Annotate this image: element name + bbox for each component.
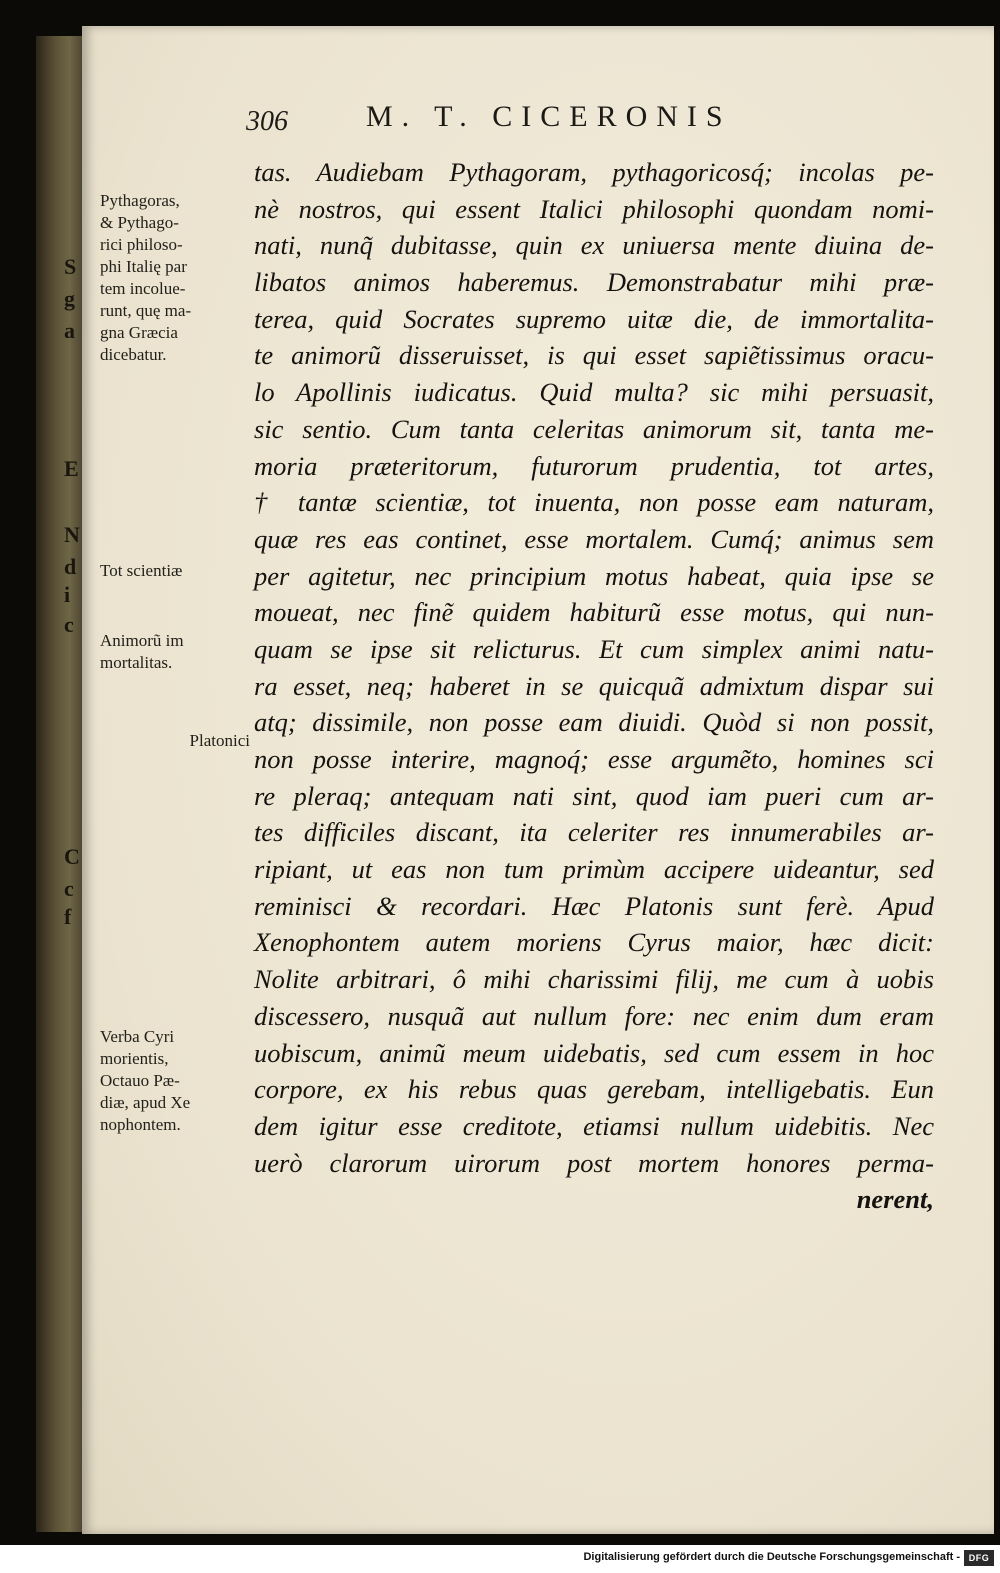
marginal-note-line: morientis,: [100, 1049, 169, 1068]
text-line: dem igitur esse creditote, etiamsi nullum uidebitis. Nec: [254, 1110, 934, 1141]
marginal-note-line: Pythagoras,: [100, 191, 180, 210]
prev-page-letter: E: [64, 456, 79, 481]
text-line: ripiant, ut eas non tum primùm accipere uideantur, sed: [254, 854, 934, 885]
digitization-footer: [0, 1545, 1000, 1573]
text-line: Xenophontem autem moriens Cyrus maior, hæc dicit:: [254, 927, 934, 958]
marginal-note-line: Platonici: [189, 731, 250, 750]
marginal-note: [100, 1026, 250, 1136]
prev-page-letter: c: [64, 612, 74, 637]
previous-page-edge: [36, 36, 84, 1532]
marginal-note: [100, 190, 250, 366]
marginal-note-line: dicebatur.: [100, 345, 167, 364]
catchword: nerent,: [856, 1184, 934, 1215]
prev-page-letter: c: [64, 876, 74, 901]
marginal-note-line: Animorũ im: [100, 631, 184, 650]
text-line: corpore, ex his rebus quas gerebam, intelligebatis. Eun: [254, 1074, 934, 1105]
marginal-note-line: gna Græcia: [100, 323, 178, 342]
marginal-note-line: tem incolue-: [100, 279, 186, 298]
prev-page-letter: f: [64, 904, 72, 929]
marginal-note-line: & Pythago-: [100, 213, 179, 232]
prev-page-letter: g: [64, 286, 75, 311]
text-line: re pleraq; antequam nati sint, quod iam pueri cum ar-: [254, 780, 934, 811]
text-line: quæ res eas continet, esse mortalem. Cumq́; animus sem: [254, 523, 934, 554]
text-line: uobiscum, animũ meum uidebatis, sed cum essem in hoc: [254, 1037, 934, 1068]
marginal-note-line: Octauo Pæ-: [100, 1071, 180, 1090]
text-line: atq; dissimile, non posse eam diuidi. Quòd si non possit,: [254, 707, 934, 738]
author-header: M. T. CICERONIS: [366, 100, 732, 133]
marginal-note-line: Verba Cyri: [100, 1027, 175, 1046]
text-line: tes difficiles discant, ita celeriter res innumerabiles ar-: [254, 817, 934, 848]
text-line: reminisci & recordari. Hæc Platonis sunt ferè. Apud: [254, 890, 934, 921]
text-line: moueat, nec finẽ quidem habiturũ esse motus, qui nun-: [254, 597, 934, 628]
prev-page-letter: S: [64, 254, 77, 279]
text-line: tas. Audiebam Pythagoram, pythagoricosq́; incolas pe-: [254, 157, 934, 187]
text-line: sic sentio. Cum tanta celeritas animorum sit, tanta me-: [254, 413, 934, 444]
text-line: † tantæ scientiæ, tot inuenta, non posse eam naturam,: [254, 487, 934, 518]
marginal-note: [100, 630, 250, 674]
prev-page-letter: a: [64, 318, 75, 343]
marginal-note-line: phi Italię par: [100, 257, 187, 276]
marginal-note-line: nophontem.: [100, 1115, 181, 1134]
text-line: te animorũ disseruisset, is qui esset sapiẽtissimus oracu-: [254, 340, 934, 371]
text-line: discessero, nusquã aut nullum fore: nec enim dum eram: [254, 1000, 934, 1031]
marginal-note: [100, 730, 250, 752]
prev-page-letter: C: [64, 844, 80, 869]
main-text-block: [254, 154, 934, 1218]
running-head: [246, 100, 946, 144]
book-page: [82, 26, 994, 1534]
text-line: nè nostros, qui essent Italici philosophi quondam nomi-: [254, 193, 934, 224]
text-line: per agitetur, nec principium motus habeat, quia ipse se: [254, 560, 934, 591]
marginal-note-line: Tot scientiæ: [100, 561, 183, 580]
text-line: lo Apollinis iudicatus. Quid multa? sic mihi persuasit,: [254, 377, 934, 408]
text-line: libatos animos haberemus. Demonstrabatur mihi præ-: [254, 267, 934, 298]
prev-page-letter: i: [64, 582, 71, 607]
prev-page-letter: d: [64, 554, 77, 579]
marginal-note: [100, 560, 250, 582]
marginal-note-line: mortalitas.: [100, 653, 173, 672]
text-line: terea, quid Socrates supremo uitæ die, de immortalita-: [254, 303, 934, 334]
text-line: nati, nunq̃ dubitasse, quin ex uniuersa mente diuina de-: [254, 230, 934, 261]
text-line: quam se ipse sit relicturus. Et cum simplex animi natu-: [254, 633, 934, 664]
funding-credit: Digitalisierung gefördert durch die Deutsche Forschungsgemeinschaft -: [583, 1551, 960, 1563]
marginal-note-line: runt, quę ma-: [100, 301, 192, 320]
text-line: non posse interire, magnoq́; esse argumẽto, homines sci: [254, 744, 934, 774]
text-line: Nolite arbitrari, ô mihi charissimi filij, me cum à uobis: [254, 964, 934, 995]
text-line: ra esset, neq; haberet in se quicquã admixtum dispar sui: [254, 670, 934, 701]
text-line: uerò clarorum uirorum post mortem honores perma-: [254, 1147, 934, 1178]
text-line: moria præteritorum, futurorum prudentia, tot artes,: [254, 450, 934, 481]
page-number: 306: [246, 106, 288, 137]
marginal-note-line: rici philoso-: [100, 235, 183, 254]
dfg-logo: DFG: [964, 1550, 994, 1566]
prev-page-letter: N: [64, 522, 80, 547]
marginal-note-line: diæ, apud Xe: [100, 1093, 191, 1112]
